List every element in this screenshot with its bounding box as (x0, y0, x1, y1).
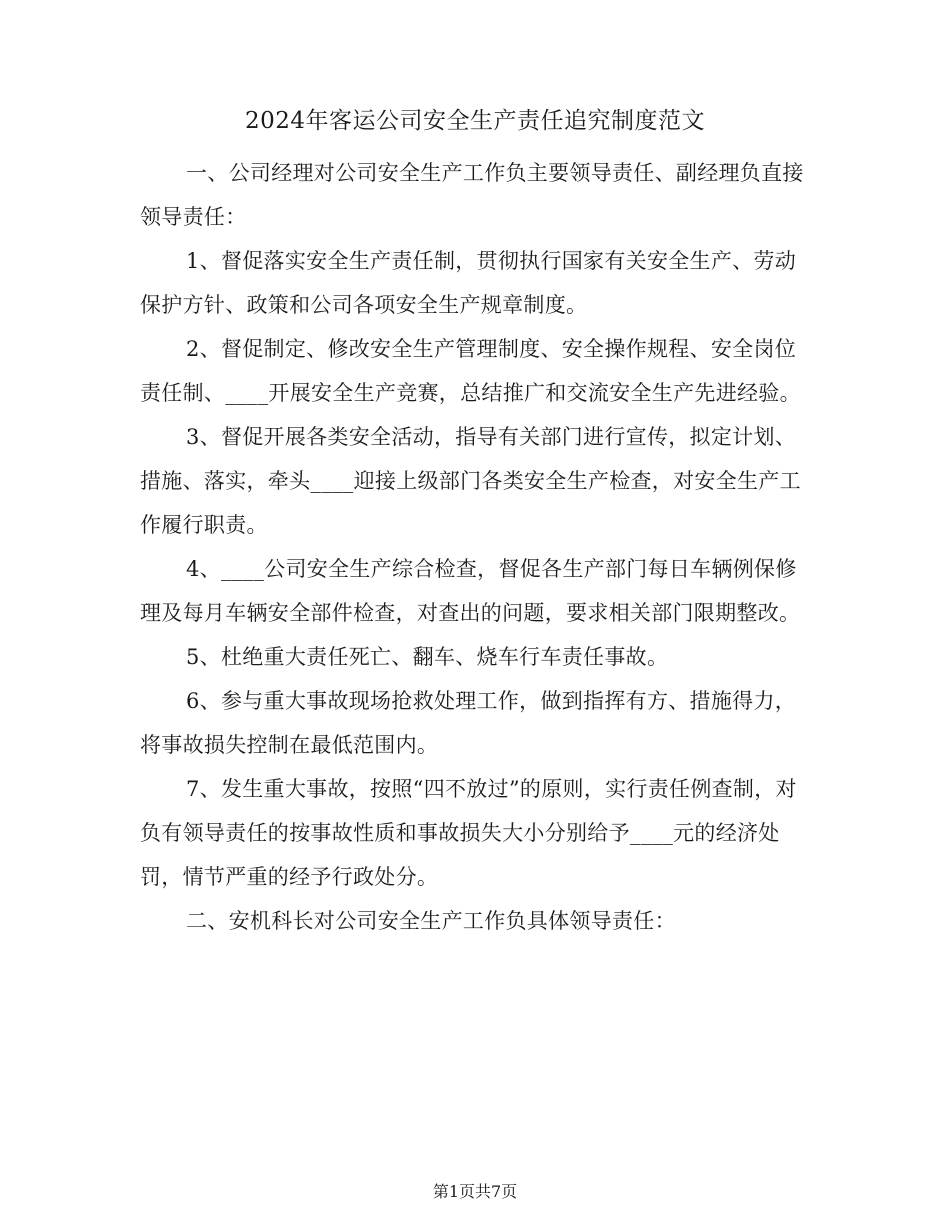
clause-4: 4、____公司安全生产综合检查，督促各生产部门每日车辆例保修理及每月车辆安全部件检查，对查出的问题，要求相关部门限期整改。 (140, 557, 801, 625)
section-heading-2: 二、安机科长对公司安全生产工作负具体领导责任： (186, 909, 676, 933)
clause-1: 1、督促落实安全生产责任制，贯彻执行国家有关安全生产、劳动保护方针、政策和公司各项安全生产规章制度。 (140, 249, 797, 317)
section-heading-1: 一、公司经理对公司安全生产工作负主要领导责任、副经理负直接领导责任： (140, 161, 804, 229)
clause-6: 6、参与重大事故现场抢救处理工作，做到指挥有方、措施得力，将事故损失控制在最低范围内。 (140, 689, 797, 757)
clause-7: 7、发生重大事故，按照“四不放过”的原则，实行责任例查制，对负有领导责任的按事故性质和事故损失大小分别给予____元的经济处罚，情节严重的经予行政处分。 (140, 777, 797, 889)
clause-2: 2、督促制定、修改安全生产管理制度、安全操作规程、安全岗位责任制、____开展安全生产竞赛，总结推广和交流安全生产先进经验。 (140, 337, 801, 405)
clause-3: 3、督促开展各类安全活动，指导有关部门进行宣传，拟定计划、措施、落实，牵头____迎接上级部门各类安全生产检查，对安全生产工作履行职责。 (140, 425, 801, 537)
document-title: 2024年客运公司安全生产责任追究制度范文 (244, 108, 706, 134)
page-number-footer: 第1页共7页 (432, 1182, 518, 1201)
clause-5: 5、杜绝重大责任死亡、翻车、烧车行车责任事故。 (186, 645, 669, 669)
document-body (140, 151, 812, 943)
